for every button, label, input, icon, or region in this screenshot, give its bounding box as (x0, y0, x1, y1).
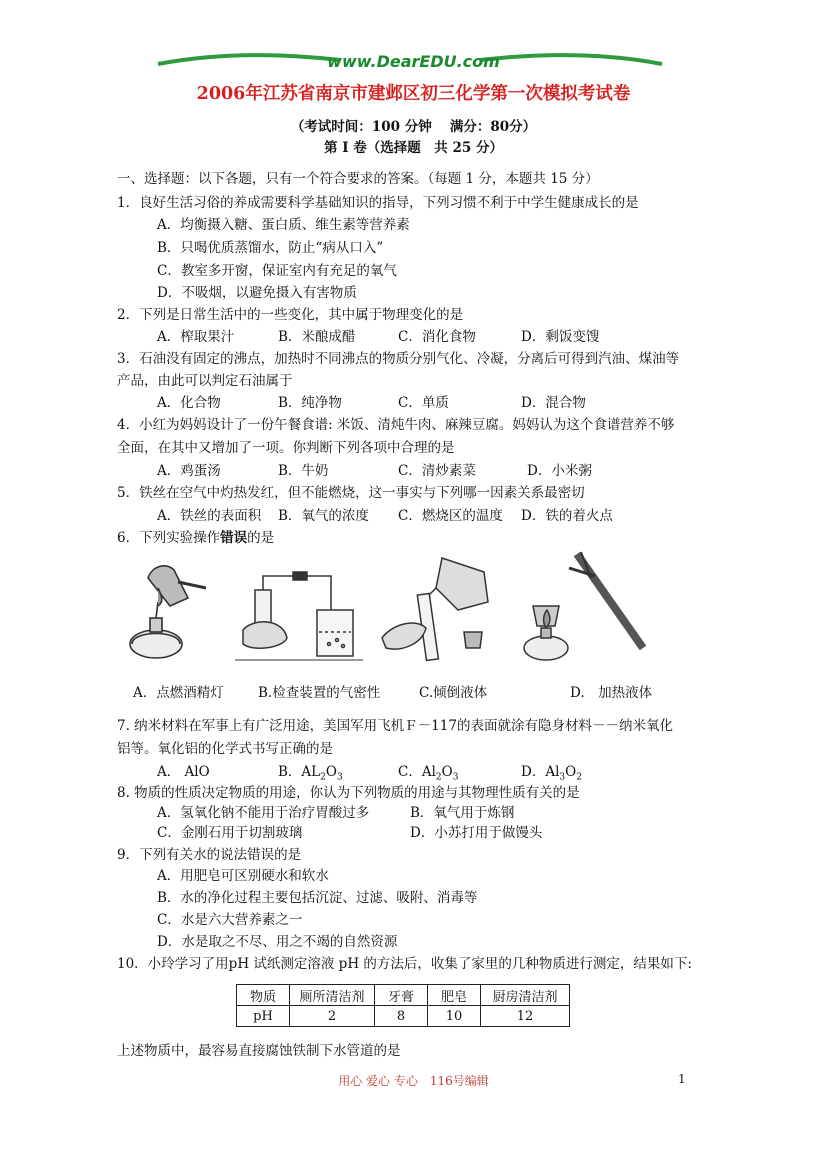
q3-option-c: C．单质 (398, 395, 449, 411)
q5-option-b: B．氧气的浓度 (278, 508, 369, 524)
q2-stem: 2．下列是日常生活中的一些变化，其中属于物理变化的是 (117, 307, 464, 323)
q6-stem (117, 526, 274, 546)
q7-b-sub1: 2 (320, 772, 326, 783)
ph-table-header: 厨房清洁剂 (481, 985, 570, 1006)
ph-table-header: 肥皂 (428, 985, 481, 1006)
q7-option-b (278, 760, 343, 783)
q4-option-c: C．清炒素菜 (398, 463, 476, 479)
q4-option-a: A．鸡蛋汤 (157, 463, 221, 479)
q4-stem-line2: 全面，在其中又增加了一项。你判断下列各项中合理的是 (117, 440, 455, 456)
ph-table-header-row (237, 985, 570, 1006)
q1-option-b: B．只喝优质蒸馏水，防止“病从口入” (157, 240, 384, 256)
section-heading: 一、选择题：以下各题，只有一个符合要求的答案。（每题 1 分，本题共 15 分） (117, 171, 599, 187)
q7-b-sub2: 3 (336, 772, 343, 783)
q8-option-b: B．氧气用于炼钢 (410, 805, 515, 821)
ph-table-header: 物质 (237, 985, 290, 1006)
ph-table (236, 984, 570, 1027)
ph-table-cell: 12 (481, 1006, 570, 1027)
q6-option-b: B.检查装置的气密性 (258, 685, 381, 701)
q7-d-sub2: 2 (576, 772, 582, 783)
q7-c-sub2: 3 (452, 772, 459, 783)
q7-d-sub1: 3 (559, 772, 566, 783)
ph-table-cell: 2 (290, 1006, 375, 1027)
airtight-check-figure (233, 548, 373, 670)
q7-c-part2: O (441, 764, 453, 780)
q6-stem-pre: 6．下列实验操作 (117, 530, 221, 546)
ph-table-cell: 8 (375, 1006, 428, 1027)
q6-option-c: C.倾倒液体 (419, 685, 488, 701)
q3-option-b: B．纯净物 (278, 395, 342, 411)
q4-stem-line1: 4．小红为妈妈设计了一份午餐食谱: 米饭、清炖牛肉、麻辣豆腐。妈妈认为这个食谱营养不够 (117, 417, 675, 433)
q3-option-a: A．化合物 (157, 395, 221, 411)
q9-option-d: D．水是取之不尽、用之不竭的自然资源 (157, 934, 398, 950)
q8-option-d: D．小苏打用于做馒头 (410, 825, 543, 841)
q2-option-a: A．榨取果汁 (157, 329, 235, 345)
q5-option-c: C．燃烧区的温度 (398, 508, 503, 524)
q10-after-text: 上述物质中，最容易直接腐蚀铁制下水管道的是 (117, 1043, 401, 1059)
q3-option-d: D．混合物 (521, 395, 586, 411)
q7-b-part1: B．AL (278, 764, 321, 780)
q1-option-c: C．教室多开窗，保证室内有充足的氧气 (157, 263, 397, 279)
exam-title: 2006年江苏省南京市建邺区初三化学第一次模拟考试卷 (196, 84, 631, 104)
q6-option-d: D. 加热液体 (570, 685, 653, 701)
q1-option-a: A．均衡摄入糖、蛋白质、维生素等营养素 (157, 217, 410, 233)
q7-c-part1: C．Al (398, 764, 436, 780)
q9-option-a: A．用肥皂可区别硬水和软水 (157, 868, 329, 884)
q8-option-c: C．金刚石用于切割玻璃 (157, 825, 303, 841)
q7-b-part2: O (325, 764, 337, 780)
q9-option-b: B．水的净化过程主要包括沉淀、过滤、吸附、消毒等 (157, 890, 478, 906)
ph-table-header: 牙膏 (375, 985, 428, 1006)
q2-option-d: D．剩饭变馊 (521, 329, 600, 345)
q5-option-a: A．铁丝的表面积 (157, 508, 262, 524)
ph-table-cell: pH (237, 1006, 290, 1027)
q6-stem-post: 的是 (247, 530, 275, 546)
q7-stem-line1: 7. 纳米材料在军事上有广泛用途，美国军用飞机Ｆ－117的表面就涂有隐身材料－－纳米氧化 (117, 718, 673, 734)
q1-option-d: D．不吸烟，以避免摄入有害物质 (157, 285, 357, 301)
q7-stem-line2: 铝等。氧化铝的化学式书写正确的是 (117, 741, 333, 757)
q9-option-c: C．水是六大营养素之一 (157, 912, 303, 928)
q7-option-c (398, 760, 458, 783)
q10-stem: 10．小玲学习了用pH 试纸测定溶液 pH 的方法后，收集了家里的几种物质进行测定，结果如下: (117, 956, 692, 972)
site-url: www.DearEDU.com (327, 52, 500, 71)
q3-stem-line2: 产品，由此可以判定石油属于 (117, 373, 293, 389)
q6-stem-emphasis: 错误 (220, 530, 248, 546)
q1-stem: 1．良好生活习俗的养成需要科学基础知识的指导，下列习惯不利于中学生健康成长的是 (117, 195, 639, 211)
q7-option-d (521, 760, 582, 783)
q5-option-d: D．铁的着火点 (521, 508, 613, 524)
pour-liquid-figure (372, 548, 502, 670)
q4-option-d: D．小米粥 (527, 463, 592, 479)
exam-volume: 第 I 卷（选择题 共 25 分） (324, 140, 503, 156)
alcohol-lamp-figure (118, 548, 228, 670)
q3-stem-line1: 3．石油没有固定的沸点，加热时不同沸点的物质分别气化、冷凝，分离后可得到汽油、煤油等 (117, 351, 680, 367)
q7-d-part2: O (565, 764, 577, 780)
ph-table-value-row (237, 1006, 570, 1027)
q8-option-a: A．氢氧化钠不能用于治疗胃酸过多 (157, 805, 370, 821)
q7-d-part1: D．Al (521, 764, 560, 780)
ph-table-header: 厕所清洁剂 (290, 985, 375, 1006)
heat-liquid-figure (515, 548, 655, 670)
q5-stem: 5．铁丝在空气中灼热发红，但不能燃烧，这一事实与下列哪一因素关系最密切 (117, 485, 585, 501)
q9-stem: 9．下列有关水的说法错误的是 (117, 847, 302, 863)
q2-option-c: C．消化食物 (398, 329, 476, 345)
q7-c-sub1: 2 (435, 772, 442, 783)
q8-stem: 8. 物质的性质决定物质的用途，你认为下列物质的用途与其物理性质有关的是 (117, 785, 580, 801)
q7-option-a: A． AlO (157, 764, 210, 780)
ph-table-cell: 10 (428, 1006, 481, 1027)
q4-option-b: B．牛奶 (278, 463, 329, 479)
page-number: 1 (678, 1072, 686, 1086)
q2-option-b: B．米酿成醋 (278, 329, 356, 345)
exam-time-info: （考试时间：100 分钟 满分：80分） (290, 119, 537, 135)
q6-option-a: A．点燃酒精灯 (133, 685, 224, 701)
footer-motto: 用心 爱心 专心 116号编辑 (338, 1074, 489, 1088)
